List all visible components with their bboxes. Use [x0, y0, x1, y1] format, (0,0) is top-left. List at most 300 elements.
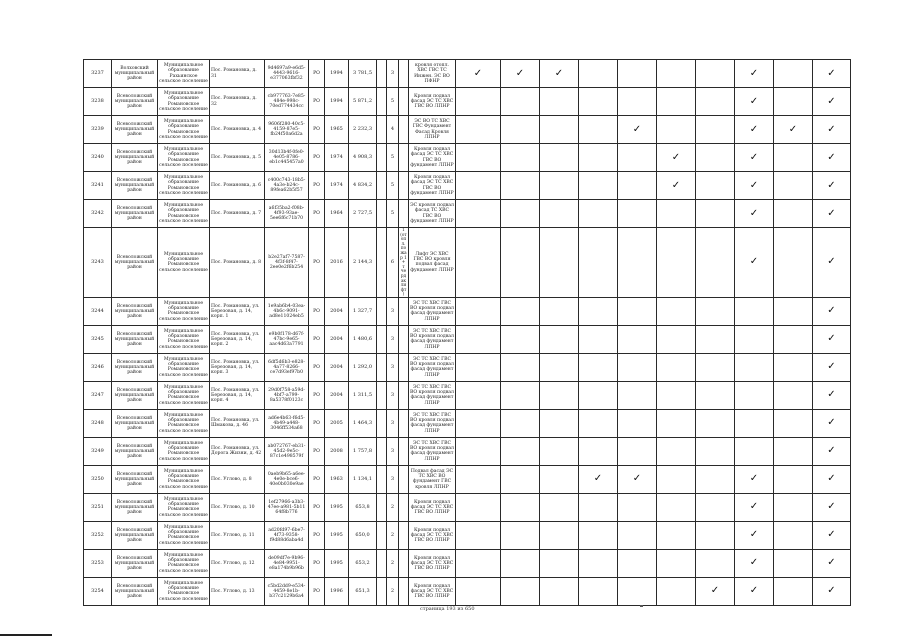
condition-cell [399, 60, 409, 88]
works-cell: ЭС ТС ХВС ГВС ВО кровля подвал фасад фундамент ЛПНР [409, 381, 456, 409]
empty-cell [377, 577, 387, 605]
work-flag-cell [501, 493, 540, 521]
work-flag-cell [696, 60, 735, 88]
form-cell: РО [309, 521, 325, 549]
check-mark-icon: ✓ [657, 144, 696, 172]
form-cell: РО [309, 325, 325, 353]
work-flag-cell [501, 353, 540, 381]
works-cell: Кровля подвал фасад ЭС ТС ХВС ГВС ВО ЛПНР [409, 549, 456, 577]
owner-cell: Муниципальное образование Романовское сельское поселение [158, 144, 210, 172]
district-cell: Всеволожский муниципальный район [112, 409, 158, 437]
work-flag-cell [540, 228, 579, 298]
district-cell: Волховский муниципальный район [112, 60, 158, 88]
table-row [84, 60, 851, 88]
year-cell: 2004 [325, 353, 349, 381]
work-flag-cell [774, 228, 813, 298]
work-flag-cell [456, 381, 501, 409]
check-mark-icon: ✓ [813, 437, 851, 465]
work-flag-cell [696, 437, 735, 465]
form-cell: РО [309, 88, 325, 116]
check-mark-icon: ✓ [813, 88, 851, 116]
district-cell: Всеволожский муниципальный район [112, 88, 158, 116]
work-flag-cell [696, 493, 735, 521]
check-mark-icon: ✓ [813, 577, 851, 605]
check-mark-icon: ✓ [813, 493, 851, 521]
condition-cell [399, 437, 409, 465]
work-flag-cell [774, 88, 813, 116]
empty-cell [377, 521, 387, 549]
condition-cell [399, 325, 409, 353]
empty-cell [377, 116, 387, 144]
check-mark-icon: ✓ [813, 353, 851, 381]
count-cell: 3 [387, 297, 399, 325]
work-flag-cell [696, 228, 735, 298]
area-cell: 1 327,7 [349, 297, 377, 325]
work-flag-cell [657, 200, 696, 228]
work-flag-cell [579, 409, 618, 437]
code-cell: 29d0f758-a59d-4bf7-a799-8a5378f0123c [265, 381, 309, 409]
work-flag-cell [657, 437, 696, 465]
check-mark-icon: ✓ [735, 549, 774, 577]
work-flag-cell [456, 437, 501, 465]
form-cell: РО [309, 577, 325, 605]
count-cell: 5 [387, 172, 399, 200]
address-cell: Пос. Романовка, ул. Шмакова, д. 46 [210, 409, 265, 437]
work-flag-cell [618, 325, 657, 353]
work-flag-cell [540, 172, 579, 200]
year-cell: 2005 [325, 409, 349, 437]
works-cell: ЭС ТС ХВС ГВС ВО кровля подвал фасад фундамент ЛПНР [409, 353, 456, 381]
district-cell: Всеволожский муниципальный район [112, 353, 158, 381]
condition-cell [399, 521, 409, 549]
work-flag-cell [618, 493, 657, 521]
work-flag-cell [456, 493, 501, 521]
area-cell: 4 834,2 [349, 172, 377, 200]
work-flag-cell [540, 144, 579, 172]
check-mark-icon: ✓ [813, 325, 851, 353]
empty-cell [377, 144, 387, 172]
table-row [84, 493, 851, 521]
works-cell: Кровля подвал фасад ЭС ТС ХВС ГВС ВО ЛПНР [409, 493, 456, 521]
work-flag-cell [501, 297, 540, 325]
works-cell: ЭС ТС ХВС ГВС ВО кровля подвал фасад фундамент ЛПНР [409, 325, 456, 353]
work-flag-cell [696, 521, 735, 549]
form-cell: РО [309, 144, 325, 172]
work-flag-cell [774, 172, 813, 200]
work-flag-cell [456, 200, 501, 228]
work-flag-cell [540, 297, 579, 325]
work-flag-cell [540, 88, 579, 116]
district-cell: Всеволожский муниципальный район [112, 228, 158, 298]
work-flag-cell [579, 521, 618, 549]
work-flag-cell [696, 297, 735, 325]
count-cell: 6 [387, 228, 399, 298]
check-mark-icon: ✓ [813, 200, 851, 228]
row-id: 3251 [84, 493, 112, 521]
table-row [84, 381, 851, 409]
works-cell: ЭС ТС ХВС ГВС ВО кровля подвал фасад фундамент ЛПНР [409, 409, 456, 437]
year-cell: 2004 [325, 325, 349, 353]
code-cell: 9606f280-40c5-4159-87e5-fb24f50a6d2a [265, 116, 309, 144]
check-mark-icon: ✓ [735, 200, 774, 228]
table-row [84, 549, 851, 577]
year-cell: 1995 [325, 521, 349, 549]
check-mark-icon: ✓ [735, 577, 774, 605]
condition-cell [399, 297, 409, 325]
area-cell: 651,3 [349, 577, 377, 605]
count-cell: 3 [387, 409, 399, 437]
count-cell: 3 [387, 381, 399, 409]
work-flag-cell [618, 172, 657, 200]
area-cell: 1 757,8 [349, 437, 377, 465]
work-flag-cell [657, 353, 696, 381]
row-id: 3243 [84, 228, 112, 298]
check-mark-icon: ✓ [813, 465, 851, 493]
address-cell: Пос. Углово, д. 12 [210, 549, 265, 577]
check-mark-icon: ✓ [657, 172, 696, 200]
work-flag-cell [579, 116, 618, 144]
work-flag-cell [774, 144, 813, 172]
code-cell: ab072767-eb31-45d2-9e5c-87c1e498579f [265, 437, 309, 465]
owner-cell: Муниципальное образование Рахьинское сельское поселение [158, 60, 210, 88]
district-cell: Всеволожский муниципальный район [112, 465, 158, 493]
code-cell: b2e27af7-7587-4f3f-8f47-2ee0e2f6b254 [265, 228, 309, 298]
work-flag-cell [618, 88, 657, 116]
address-cell: Пос. Романовка, ул. Березовая, д. 14, корп. 2 [210, 325, 265, 353]
count-cell: 5 [387, 88, 399, 116]
works-cell: ЭС ТС ХВС ГВС ВО кровля подвал фасад фундамент ЛПНР [409, 297, 456, 325]
form-cell: РО [309, 200, 325, 228]
owner-cell: Муниципальное образование Романовское сельское поселение [158, 381, 210, 409]
work-flag-cell [579, 437, 618, 465]
empty-cell [377, 437, 387, 465]
check-mark-icon: ✓ [813, 144, 851, 172]
form-cell: РО [309, 297, 325, 325]
work-flag-cell [540, 465, 579, 493]
work-flag-cell [618, 381, 657, 409]
work-flag-cell [696, 353, 735, 381]
row-id: 3239 [84, 116, 112, 144]
work-flag-cell [540, 577, 579, 605]
owner-cell: Муниципальное образование Романовское сельское поселение [158, 172, 210, 200]
condition-cell [399, 88, 409, 116]
table-row [84, 577, 851, 605]
work-flag-cell [540, 325, 579, 353]
work-flag-cell [774, 465, 813, 493]
work-flag-cell [579, 353, 618, 381]
address-cell: Пос. Романовка, д. 5 [210, 144, 265, 172]
row-id: 3240 [84, 144, 112, 172]
works-cell: Кровля подвал фасад ЭС ТС ХВС ГВС ВО ЛПНР [409, 521, 456, 549]
code-cell: c5bd2dd9-e534-4459-8e1b-b37c2129b6a4 [265, 577, 309, 605]
work-flag-cell [456, 409, 501, 437]
code-cell: c400c743-18b5-4a3e-b24c-89fea62b5f57 [265, 172, 309, 200]
work-flag-cell [579, 172, 618, 200]
form-cell: РО [309, 353, 325, 381]
check-mark-icon: ✓ [774, 116, 813, 144]
form-cell: РО [309, 172, 325, 200]
work-flag-cell [456, 521, 501, 549]
work-flag-cell [540, 200, 579, 228]
work-flag-cell [540, 437, 579, 465]
year-cell: 1994 [325, 88, 349, 116]
table-row [84, 144, 851, 172]
work-flag-cell [774, 409, 813, 437]
empty-cell [377, 549, 387, 577]
year-cell: 2004 [325, 381, 349, 409]
row-id: 3237 [84, 60, 112, 88]
table-row [84, 228, 851, 298]
work-flag-cell [657, 465, 696, 493]
code-cell: a6f35ba2-f08b-4f93-93ae-5ee6f6c71b70 [265, 200, 309, 228]
work-flag-cell [456, 116, 501, 144]
work-flag-cell [540, 116, 579, 144]
table-row [84, 409, 851, 437]
form-cell: РО [309, 409, 325, 437]
work-flag-cell [696, 144, 735, 172]
work-flag-cell [618, 144, 657, 172]
check-mark-icon: ✓ [735, 465, 774, 493]
year-cell: 2008 [325, 437, 349, 465]
work-flag-cell [618, 60, 657, 88]
work-flag-cell [696, 381, 735, 409]
works-cell: Лифт ЭС ХВС ГВС ВО кровля подвал фасад фундамент ЛПНР [409, 228, 456, 298]
housing-register-table [83, 59, 851, 606]
check-mark-icon: ✓ [735, 144, 774, 172]
address-cell: Пос. Романовка, д. 7 [210, 200, 265, 228]
work-flag-cell [657, 88, 696, 116]
count-cell: 4 [387, 116, 399, 144]
code-cell: 0aeb9b65-a6ee-4e0e-bce6-40e0b030e9ae [265, 465, 309, 493]
work-flag-cell [657, 60, 696, 88]
check-mark-icon: ✓ [540, 60, 579, 88]
row-id: 3250 [84, 465, 112, 493]
year-cell: 1974 [325, 172, 349, 200]
count-cell: 2 [387, 521, 399, 549]
address-cell: Пос. Романовка, ул. Березовая, д. 14, корп. 1 [210, 297, 265, 325]
district-cell: Всеволожский муниципальный район [112, 549, 158, 577]
table-row [84, 465, 851, 493]
row-id: 3246 [84, 353, 112, 381]
works-cell: ЭС кровля подвал фасад ТС ХВС ГВС ВО фундамент ЛПНР [409, 200, 456, 228]
code-cell: 9d4697a9-e6d5-4443-9616-e377063fbf32 [265, 60, 309, 88]
check-mark-icon: ✓ [813, 297, 851, 325]
empty-cell [377, 325, 387, 353]
row-id: 3253 [84, 549, 112, 577]
work-flag-cell [456, 577, 501, 605]
check-mark-icon: ✓ [813, 116, 851, 144]
code-cell: 1ef27966-a3b3-47ee-a981-5b11 64f8b776 [265, 493, 309, 521]
work-flag-cell [774, 353, 813, 381]
work-flag-cell [696, 325, 735, 353]
form-cell: РО [309, 228, 325, 298]
work-flag-cell [774, 493, 813, 521]
work-flag-cell [696, 88, 735, 116]
work-flag-cell [618, 297, 657, 325]
code-cell: e9b0f178-d67f-47bc-9e65-aac4d63a7791 [265, 325, 309, 353]
area-cell: 650,0 [349, 521, 377, 549]
work-flag-cell [579, 381, 618, 409]
work-flag-cell [774, 325, 813, 353]
table-row [84, 437, 851, 465]
scan-mark [640, 605, 643, 607]
check-mark-icon: ✓ [735, 228, 774, 298]
work-flag-cell [735, 437, 774, 465]
work-flag-cell [501, 325, 540, 353]
condition-cell [399, 144, 409, 172]
work-flag-cell [579, 297, 618, 325]
table-row [84, 172, 851, 200]
work-flag-cell [657, 325, 696, 353]
work-flag-cell [696, 409, 735, 437]
work-flag-cell [735, 353, 774, 381]
district-cell: Всеволожский муниципальный район [112, 144, 158, 172]
code-cell: 6df5d6b3-e828-4a77-8266-ce7d93ef97b0 [265, 353, 309, 381]
work-flag-cell [579, 325, 618, 353]
owner-cell: Муниципальное образование Романовское сельское поселение [158, 228, 210, 298]
page-footer: страница 193 из 650 [420, 606, 475, 612]
table-row [84, 521, 851, 549]
area-cell: 1 311,5 [349, 381, 377, 409]
form-cell: РО [309, 437, 325, 465]
work-flag-cell [618, 521, 657, 549]
work-flag-cell [579, 144, 618, 172]
work-flag-cell [774, 521, 813, 549]
check-mark-icon: ✓ [813, 409, 851, 437]
empty-cell [377, 228, 387, 298]
area-cell: 1 134,1 [349, 465, 377, 493]
condition-cell [399, 200, 409, 228]
work-flag-cell [618, 577, 657, 605]
code-cell: cb977763-7e85-484e-998c-70ed774434cc [265, 88, 309, 116]
work-flag-cell [696, 549, 735, 577]
table-row [84, 353, 851, 381]
count-cell: 5 [387, 144, 399, 172]
condition-cell [399, 577, 409, 605]
empty-cell [377, 200, 387, 228]
empty-cell [377, 493, 387, 521]
owner-cell: Муниципальное образование Романовское сельское поселение [158, 297, 210, 325]
owner-cell: Муниципальное образование Романовское сельское поселение [158, 325, 210, 353]
work-flag-cell [618, 409, 657, 437]
empty-cell [377, 297, 387, 325]
works-cell: Подвал фасад ЭС ТС ХВС ВО фундамент ГВС кровля ЛПНР [409, 465, 456, 493]
year-cell: 1974 [325, 144, 349, 172]
district-cell: Всеволожский муниципальный район [112, 381, 158, 409]
row-id: 3245 [84, 325, 112, 353]
address-cell: Пос. Романовка, ул. Березовая, д. 14, корп. 3 [210, 353, 265, 381]
work-flag-cell [456, 549, 501, 577]
year-cell: 1965 [325, 116, 349, 144]
work-flag-cell [657, 549, 696, 577]
work-flag-cell [657, 116, 696, 144]
address-cell: Пос. Углово, д. 13 [210, 577, 265, 605]
work-flag-cell [579, 549, 618, 577]
address-cell: Пос. Романовка, д. 31 [210, 60, 265, 88]
condition-cell: 1 (отопл. пожар 1 + т чердак лифт) [400, 227, 407, 297]
works-cell: ЭС ВО ТС ХВС ГВС Фундамент Фасад Кровля ЛПНР [409, 116, 456, 144]
check-mark-icon: ✓ [735, 116, 774, 144]
works-cell: Кровля подвал фасад ЭС ТС ХВС ГВС ВО ЛПНР [409, 88, 456, 116]
work-flag-cell [501, 144, 540, 172]
work-flag-cell [501, 465, 540, 493]
condition-cell [399, 465, 409, 493]
work-flag-cell [501, 409, 540, 437]
year-cell: 2016 [325, 228, 349, 298]
form-cell: РО [309, 381, 325, 409]
year-cell: 1995 [325, 493, 349, 521]
owner-cell: Муниципальное образование Романовское сельское поселение [158, 577, 210, 605]
work-flag-cell [501, 228, 540, 298]
work-flag-cell [501, 172, 540, 200]
table-row [84, 297, 851, 325]
year-cell: 1995 [325, 549, 349, 577]
district-cell: Всеволожский муниципальный район [112, 297, 158, 325]
table-row [84, 200, 851, 228]
area-cell: 653,2 [349, 549, 377, 577]
code-cell: 1e9ab6b4-03ea-4b6c-9091-ad8e11024eb5 [265, 297, 309, 325]
form-cell: РО [309, 60, 325, 88]
work-flag-cell [501, 521, 540, 549]
address-cell: Пос. Романовка, д. 6 [210, 172, 265, 200]
row-id: 3241 [84, 172, 112, 200]
count-cell: 2 [387, 493, 399, 521]
work-flag-cell [774, 437, 813, 465]
address-cell: Пос. Романовка, д. 32 [210, 88, 265, 116]
works-cell: Кровля подвал фасад ЭС ТС ХВС ГВС ВО фундамент ЛПНР [409, 172, 456, 200]
work-flag-cell [774, 200, 813, 228]
row-id: 3252 [84, 521, 112, 549]
address-cell: Пос. Углово, д. 11 [210, 521, 265, 549]
check-mark-icon: ✓ [579, 465, 618, 493]
work-flag-cell [657, 409, 696, 437]
work-flag-cell [456, 325, 501, 353]
work-flag-cell [657, 381, 696, 409]
empty-cell [377, 172, 387, 200]
work-flag-cell [456, 297, 501, 325]
work-flag-cell [456, 144, 501, 172]
check-mark-icon: ✓ [813, 172, 851, 200]
empty-cell [377, 409, 387, 437]
condition-cell [399, 116, 409, 144]
table-row [84, 116, 851, 144]
empty-cell [377, 88, 387, 116]
owner-cell: Муниципальное образование Романовское сельское поселение [158, 409, 210, 437]
bottom-rule [0, 634, 52, 636]
work-flag-cell [696, 200, 735, 228]
work-flag-cell [657, 521, 696, 549]
check-mark-icon: ✓ [813, 381, 851, 409]
check-mark-icon: ✓ [735, 172, 774, 200]
work-flag-cell [735, 297, 774, 325]
work-flag-cell [618, 228, 657, 298]
works-cell: ЭС ТС ХВС ГВС ВО кровля подвал фасад фундамент ЛПНР [409, 437, 456, 465]
area-cell: 5 871,2 [349, 88, 377, 116]
address-cell: Пос. Углово, д. 8 [210, 465, 265, 493]
year-cell: 1994 [325, 60, 349, 88]
work-flag-cell [618, 353, 657, 381]
row-id: 3249 [84, 437, 112, 465]
work-flag-cell [579, 577, 618, 605]
check-mark-icon: ✓ [456, 60, 501, 88]
work-flag-cell [456, 228, 501, 298]
owner-cell: Муниципальное образование Романовское сельское поселение [158, 353, 210, 381]
form-cell: РО [309, 549, 325, 577]
empty-cell [377, 465, 387, 493]
form-cell: РО [309, 493, 325, 521]
area-cell: 1 464,3 [349, 409, 377, 437]
works-cell: Кровля подвал фасад ЭС ТС ХВС ГВС ВО ЛПНР [409, 577, 456, 605]
